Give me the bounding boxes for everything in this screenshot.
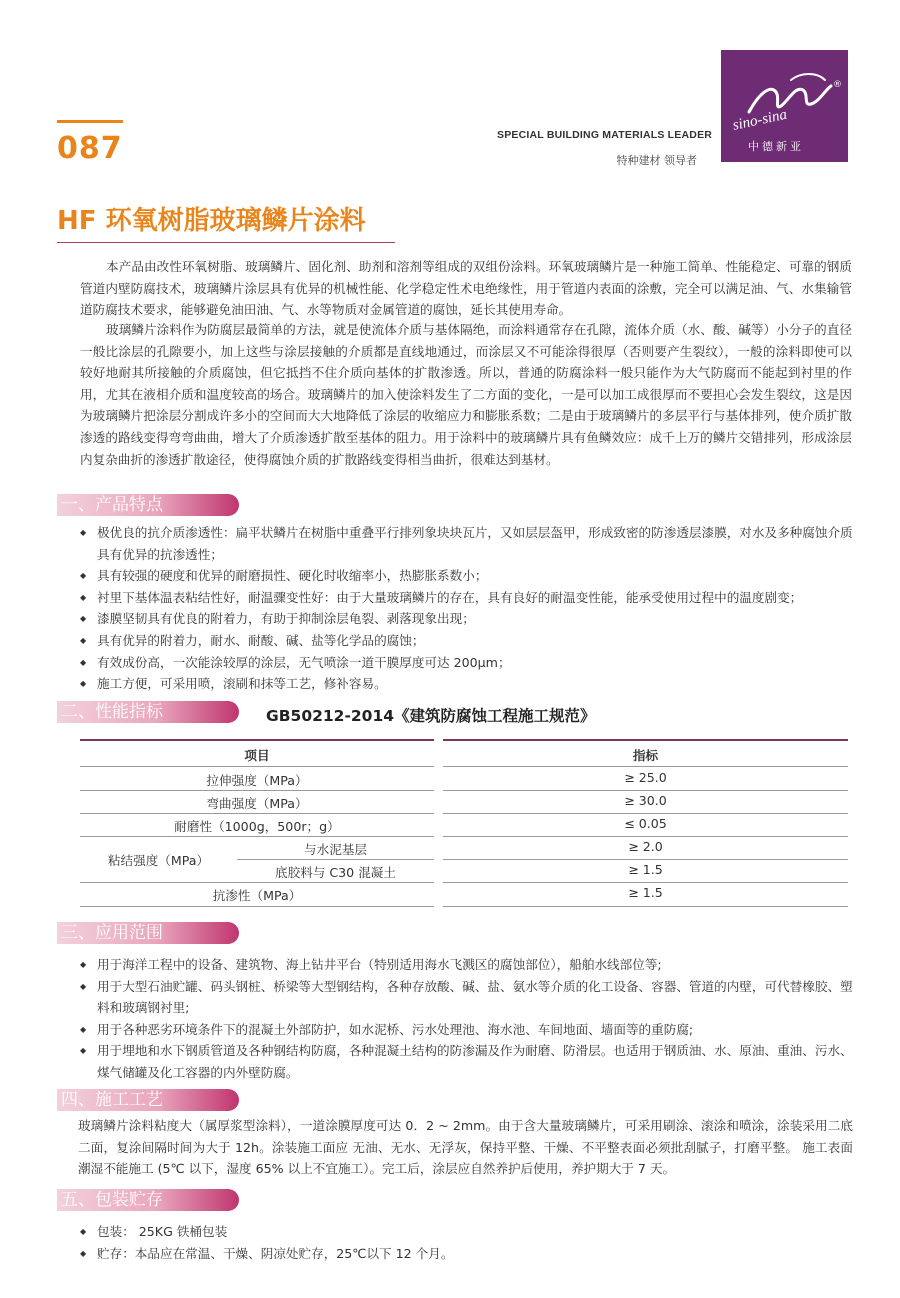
section-heading-packaging <box>57 1189 239 1211</box>
table-cell-value: ≤ 0.05 <box>624 816 667 831</box>
process-paragraph: 玻璃鳞片涂料粘度大（属厚浆型涂料），一道涂膜厚度可达 0．2 ~ 2mm。由于含大量玻璃鳞片，可采用刷涂、滚涂和喷涂，涂装采用二底二面，复涂间隔时间为大于 12h。涂装施工面应 无油、无水、无浮灰，保持平整、干燥、不平整表面必须批刮腻子，打磨平整。 施工表面潮湿不能施工 (5℃ 以下，湿度 65% 以上不宜施工）。完工后，涂层应自然养护后使用，养护期大于 7 天。 <box>78 1118 853 1177</box>
table-rule <box>80 790 434 791</box>
intro-paragraph <box>80 319 852 470</box>
list-item: ◆ 极优良的抗介质渗透性：扁平状鳞片在树脂中重叠平行排列象块块瓦片，又如层层盔甲，形成致密的防渗透层漆膜，对水及多种腐蚀介质具有优异的抗渗透性； <box>78 522 853 565</box>
table-cell-item: 弯曲强度（MPa） <box>206 796 308 811</box>
table-rule <box>443 813 848 814</box>
section-heading-process <box>57 1089 239 1111</box>
table-cell-value: ≥ 1.5 <box>628 885 663 900</box>
table-rule <box>237 859 434 860</box>
table-cell-value: ≥ 25.0 <box>624 770 667 785</box>
list-item: ◆ 有效成份高，一次能涂较厚的涂层，无气喷涂一道干膜厚度可达 200μm； <box>78 652 853 674</box>
list-item: ◆ 贮存：本品应在常温、干燥、阴凉处贮存，25℃以下 12 个月。 <box>78 1243 853 1265</box>
logo-chinese-name: 中德新亚 <box>748 140 804 153</box>
table-cell-value: ≥ 2.0 <box>628 839 663 854</box>
table-cell-bond-label: 粘结强度（MPa） <box>107 853 210 868</box>
table-top-rule <box>443 739 848 741</box>
product-title: HF 环氧树脂玻璃鳞片涂料 <box>57 206 366 236</box>
table-rule <box>443 836 848 837</box>
table-cell-value: ≥ 30.0 <box>624 793 667 808</box>
table-rule <box>443 859 848 860</box>
table-rule <box>80 882 434 883</box>
list-item: ◆ 衬里下基体温表粘结性好，耐温骤变性好：由于大量玻璃鳞片的存在，具有良好的耐温变性能，能承受使用过程中的温度剧变； <box>78 587 853 609</box>
table-rule <box>443 766 848 767</box>
list-item: ◆ 具有较强的硬度和优异的耐磨损性、硬化时收缩率小，热膨胀系数小； <box>78 565 853 587</box>
table-rule <box>443 906 848 907</box>
table-rule <box>443 882 848 883</box>
section-heading-text: 二、性能指标 <box>61 702 163 722</box>
features-list <box>78 522 853 695</box>
brand-logo <box>721 50 848 162</box>
applications-list <box>78 954 853 1084</box>
slogan-chinese: 特种建材 领导者 <box>616 154 697 167</box>
list-item: ◆ 用于各种恶劣环境条件下的混凝土外部防护，如水泥桥、污水处理池、海水池、车间地面、墙面等的重防腐; <box>78 1019 853 1041</box>
table-cell-sub-item: 与水泥基层 <box>304 842 367 857</box>
list-item: ◆ 包装： 25KG 铁桶包装 <box>78 1221 853 1243</box>
title-underline <box>57 242 395 243</box>
table-header-index: 指标 <box>632 748 659 763</box>
intro-text-1: 本产品由改性环氧树脂、玻璃鳞片、固化剂、助剂和溶剂等组成的双组份涂料。环氧玻璃鳞片是一种施工简单、性能稳定、可靠的钢质管道内壁防腐技术，玻璃鳞片涂层具有优异的机械性能、化学稳定性术电绝缘性，用于管道内表面的涂敷，完全可以满足油、气、水集输管道防腐技术要求，能够避免油田油、气、水等物质对金属管道的腐蚀，延长其使用寿命。 <box>80 259 852 318</box>
registered-mark: ® <box>833 80 842 90</box>
table-rule <box>80 813 434 814</box>
table-rule <box>80 906 434 907</box>
list-item: ◆ 施工方便，可采用喷，滚刷和抹等工艺，修补容易。 <box>78 673 853 695</box>
list-item: ◆ 用于大型石油贮罐、码头钢桩、桥梁等大型钢结构，各种存放酸、碱、盐、氨水等介质的化工设备、容器、管道的内壁，可代替橡胶、塑料和玻璃钢衬里; <box>78 976 853 1019</box>
section-heading-features <box>57 494 239 516</box>
section-heading-text: 四、施工工艺 <box>61 1090 163 1110</box>
list-item: ◆ 具有优异的附着力，耐水、耐酸、碱、盐等化学品的腐蚀； <box>78 630 853 652</box>
table-cell-item: 耐磨性（1000g，500r；g） <box>174 819 340 834</box>
section-heading-text: 五、包装贮存 <box>61 1190 163 1210</box>
section-heading-applications <box>57 922 239 944</box>
list-item: ◆ 漆膜坚韧具有优良的附着力，有助于抑制涂层龟裂、剥落现象出现； <box>78 608 853 630</box>
table-cell-sub-item: 底胶料与 C30 混凝土 <box>275 865 396 880</box>
table-header-item: 项目 <box>244 748 270 763</box>
packaging-list <box>78 1221 853 1264</box>
page-number-rule <box>57 120 123 123</box>
table-rule <box>80 766 434 767</box>
table-cell-item: 拉伸强度（MPa） <box>206 773 308 788</box>
list-item: ◆ 用于埋地和水下钢质管道及各种钢结构防腐，各种混凝土结构的防渗漏及作为耐磨、防滑层。也适用于钢质油、水、原油、重油、污水、煤气储罐及化工容器的内外壁防腐。 <box>78 1040 853 1083</box>
table-rule <box>80 836 434 837</box>
logo-wordmark: sino-sina <box>731 106 789 134</box>
table-cell-item: 抗渗性（MPa） <box>212 888 302 903</box>
list-item: ◆ 用于海洋工程中的设备、建筑物、海上钻井平台（特别适用海水飞溅区的腐蚀部位），船舶水线部位等; <box>78 954 853 976</box>
table-rule <box>443 790 848 791</box>
section-heading-text: 三、应用范围 <box>61 923 163 943</box>
table-top-rule <box>80 739 434 741</box>
section-heading-text: 一、产品特点 <box>61 495 163 515</box>
intro-text-2: 玻璃鳞片涂料作为防腐层最简单的方法，就是使流体介质与基体隔绝，而涂料通常存在孔隙，流体介质（水、酸、碱等）小分子的直径一般比涂层的孔隙要小，加上这些与涂层接触的介质都是直线地通过，而涂层又不可能涂得很厚（否则要产生裂纹），一般的涂料即使可以较好地耐其所接触的介质腐蚀，但它抵挡不住介质向基体的扩散渗透。所以，普通的防腐涂料一般只能作为大气防腐而不能起到衬里的作用，尤其在液相介质和温度较高的场合。玻璃鳞片的加入使涂料发生了二方面的变化，一是可以加工成很厚而不要担心会发生裂纹，这是因为玻璃鳞片把涂层分割成许多小的空间而大大地降低了涂层的收缩应力和膨胀系数；二是由于玻璃鳞片的多层平行与基体排列，使介质扩散渗透的路线变得弯弯曲曲，增大了介质渗透扩散至基体的阻力。用于涂料中的玻璃鳞片具有鱼鳞效应：成千上万的鳞片交错排列，形成涂层内复杂曲折的渗透扩散途径，使得腐蚀介质的扩散路线变得相当曲折，很难达到基材。 <box>80 322 852 467</box>
page-number: 087 <box>57 131 123 166</box>
slogan-english: SPECIAL BUILDING MATERIALS LEADER <box>497 129 713 141</box>
section-heading-performance <box>57 701 239 723</box>
table-cell-value: ≥ 1.5 <box>628 862 663 877</box>
standard-title: GB50212-2014《建筑防腐蚀工程施工规范》 <box>266 707 596 725</box>
intro-paragraph <box>80 256 852 321</box>
